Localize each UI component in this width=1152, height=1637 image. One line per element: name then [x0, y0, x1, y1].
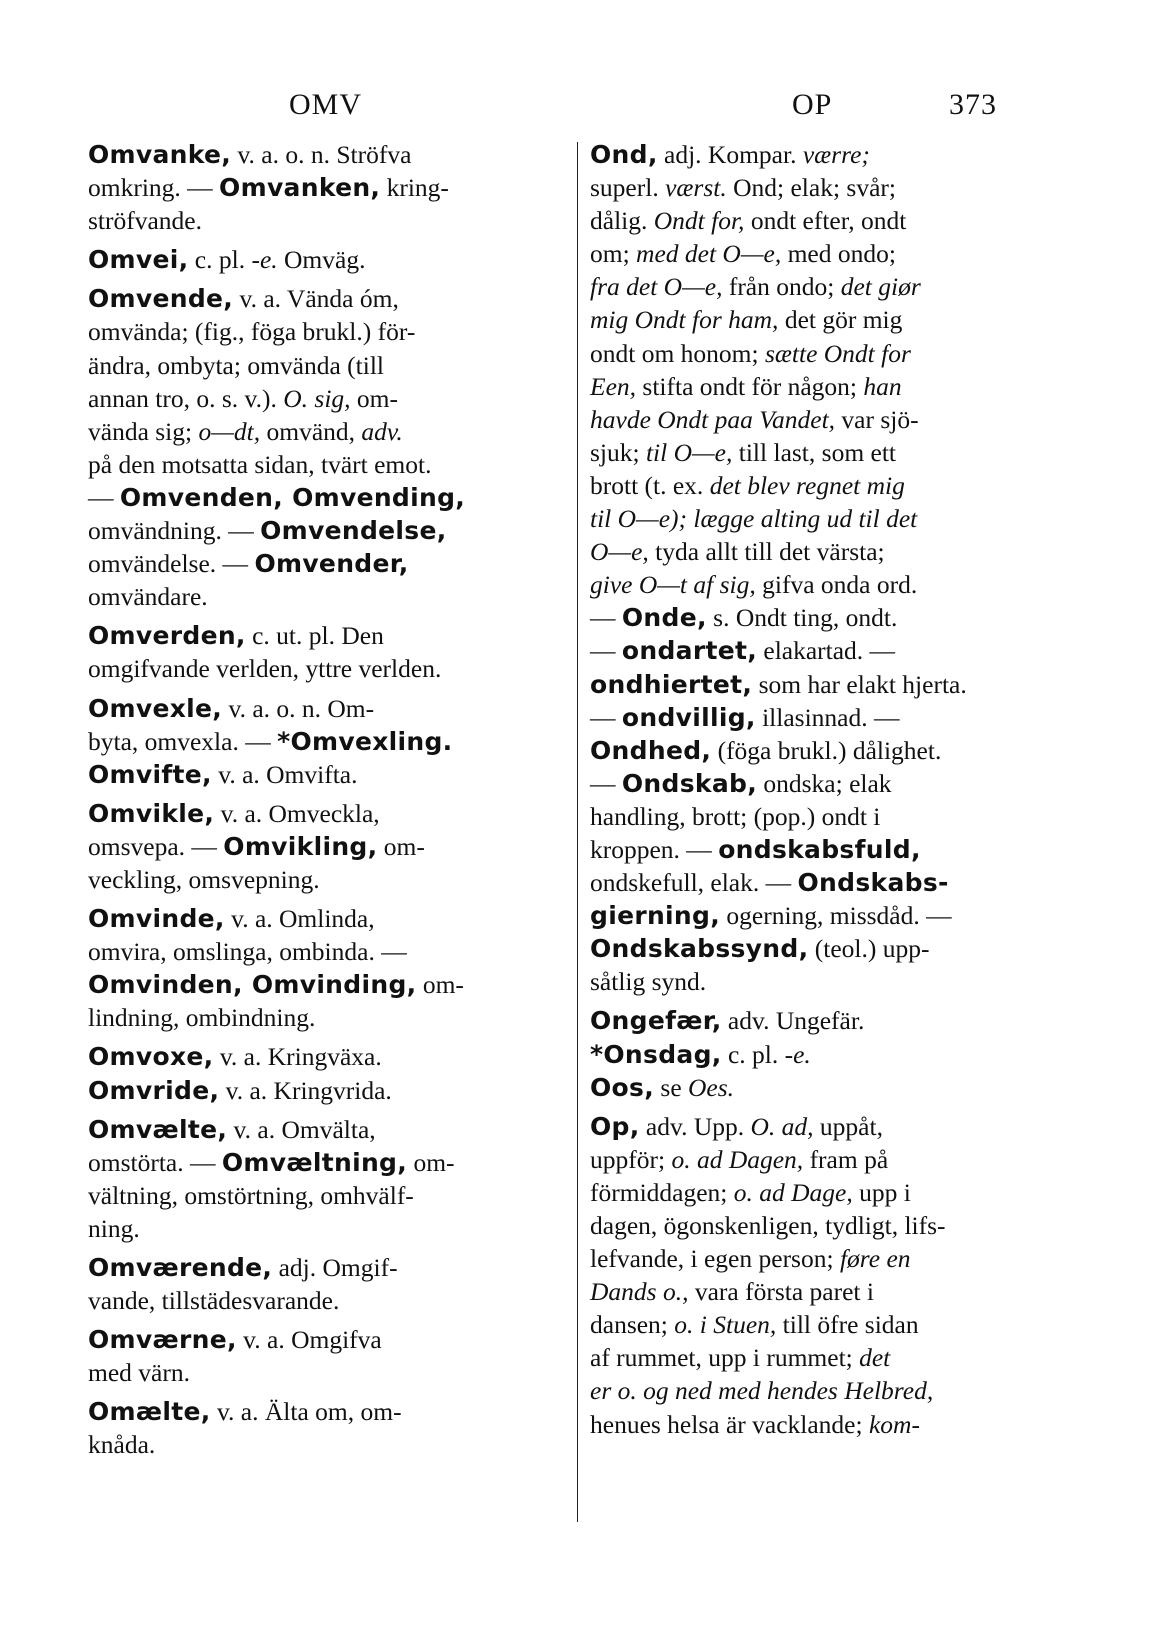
- entry-line: [590, 1242, 1066, 1275]
- entry-line: [590, 833, 1066, 866]
- example-phrase: mig Ondt for ham,: [590, 305, 779, 335]
- headword: Omvinden, Omvinding,: [88, 970, 417, 1000]
- entry-line: [88, 652, 566, 685]
- example-phrase: Dands o.,: [590, 1277, 689, 1307]
- definition-text: s. Ondt ting, ondt.: [706, 603, 898, 633]
- entry-line: [590, 734, 1066, 767]
- headword: Omvexle,: [88, 693, 223, 723]
- example-phrase: o. ad Dage,: [733, 1177, 853, 1207]
- example-phrase: værst.: [665, 173, 727, 203]
- definition-text: lindning, ombindning.: [88, 1003, 316, 1033]
- example-phrase: det giør: [840, 272, 921, 302]
- definition-text: ondt efter, ondt: [744, 206, 907, 236]
- definition-text: till last, som ett: [732, 437, 897, 467]
- dictionary-entry: [88, 1323, 566, 1389]
- example-phrase: med det O—e,: [636, 239, 782, 269]
- definition-text: henues helsa är vacklande;: [590, 1409, 869, 1439]
- definition-text: v. a. o. n. Ströfva: [231, 140, 412, 169]
- definition-text: sjuk;: [590, 437, 646, 467]
- definition-text: ning.: [88, 1213, 140, 1243]
- definition-text: kring-: [380, 173, 449, 203]
- entry-line: [590, 1209, 1066, 1242]
- entry-line: [88, 547, 566, 580]
- entry-line: [590, 634, 1066, 667]
- example-phrase: give O—t af sig,: [590, 570, 756, 600]
- entry-line: [590, 1038, 1066, 1071]
- entry-line: [88, 1395, 566, 1428]
- entry-line: [590, 668, 1066, 701]
- headword: ondvillig,: [621, 702, 756, 732]
- entry-line: [88, 514, 566, 547]
- definition-text: ondskefull, elak. —: [590, 868, 798, 898]
- entry-line: [88, 1074, 566, 1107]
- dictionary-entry: [88, 282, 566, 613]
- headword: Omvæltning,: [221, 1147, 408, 1177]
- headword: ondskabsfuld,: [718, 834, 921, 864]
- definition-text: stifta ondt för någon;: [636, 371, 864, 401]
- definition-text: det gör mig: [778, 305, 903, 335]
- entry-line: [88, 315, 566, 348]
- example-phrase: det: [859, 1343, 891, 1373]
- entry-line: [88, 481, 566, 514]
- entry-line: [88, 1040, 566, 1073]
- entry-line: [88, 968, 566, 1001]
- entry-line: [590, 1341, 1066, 1374]
- definition-text: ondska; elak: [757, 768, 892, 798]
- definition-text: vältning, omstörtning, omhvälf-: [88, 1180, 414, 1210]
- entry-line: [590, 403, 1066, 436]
- headword: Omælte,: [88, 1397, 211, 1427]
- definition-text: omstörta. —: [88, 1147, 222, 1177]
- definition-text: adv. Ungefär.: [721, 1006, 865, 1036]
- entry-line: [590, 270, 1066, 303]
- entry-line: [88, 830, 566, 863]
- example-phrase: O. sig,: [283, 383, 351, 413]
- entry-line: [88, 1284, 566, 1317]
- right-column: [590, 138, 1066, 1447]
- example-phrase: Een,: [590, 371, 637, 401]
- definition-text: uppåt,: [813, 1111, 883, 1141]
- definition-text: fram på: [803, 1144, 889, 1174]
- headword: *Onsdag,: [590, 1039, 722, 1069]
- definition-text: från ondo;: [722, 272, 841, 302]
- entry-line: [88, 243, 566, 276]
- entry-line: [88, 758, 566, 791]
- definition-text: —: [590, 702, 622, 732]
- definition-text: af rummet, upp i rummet;: [590, 1343, 860, 1373]
- entry-line: [590, 303, 1066, 336]
- entry-line: [590, 535, 1066, 568]
- headword: Op,: [590, 1111, 640, 1141]
- example-phrase: adv.: [361, 416, 403, 446]
- entry-line: [590, 932, 1066, 965]
- headword: *Omvexling.: [277, 726, 453, 756]
- example-phrase: værre;: [802, 140, 870, 169]
- dictionary-entry: [88, 692, 566, 791]
- entry-line: [590, 1374, 1066, 1407]
- definition-text: lefvande, i egen person;: [590, 1244, 840, 1274]
- entry-line: [590, 1308, 1066, 1341]
- entry-line: [590, 866, 1066, 899]
- entry-line: [88, 349, 566, 382]
- entry-line: [590, 701, 1066, 734]
- definition-text: Ond; elak; svår;: [726, 173, 896, 203]
- definition-text: v. a. Kringväxa.: [213, 1042, 382, 1072]
- definition-text: v. a. Älta om, om-: [210, 1397, 402, 1427]
- headword: Omværne,: [88, 1325, 237, 1355]
- definition-text: omvända; (fig., föga brukl.) för-: [88, 317, 416, 347]
- definition-text: som har elakt hjerta.: [752, 669, 967, 699]
- headword: Omvinde,: [88, 904, 225, 934]
- definition-text: ströfvande.: [88, 206, 203, 236]
- definition-text: om-: [350, 383, 398, 413]
- headword: Ondskabs-: [797, 868, 949, 898]
- entry-line: [590, 1408, 1066, 1441]
- definition-text: ondt om honom;: [590, 338, 765, 368]
- headword: Oos,: [590, 1072, 655, 1102]
- definition-text: adj. Kompar.: [657, 140, 803, 169]
- headword: Omvoxe,: [88, 1042, 214, 1072]
- definition-text: dansen;: [590, 1310, 675, 1340]
- column-divider: [577, 142, 578, 1522]
- example-phrase: han: [863, 371, 902, 401]
- dictionary-entry: [88, 1113, 566, 1245]
- dictionary-entry: [88, 619, 566, 685]
- definition-text: —: [590, 603, 622, 633]
- running-head-center: OP: [792, 88, 833, 121]
- entry-line: [88, 1323, 566, 1356]
- entry-line: [590, 204, 1066, 237]
- entry-line: [590, 1275, 1066, 1308]
- running-head-left: OMV: [289, 88, 363, 121]
- definition-text: byta, omvexla. —: [88, 726, 278, 756]
- definition-text: omkring. —: [88, 173, 220, 203]
- entry-line: [88, 1356, 566, 1389]
- example-phrase: sætte Ondt for: [764, 338, 911, 368]
- example-phrase: Oes.: [688, 1072, 735, 1102]
- definition-text: om-: [407, 1147, 455, 1177]
- dictionary-entry: [88, 138, 566, 237]
- headword: Ondskab,: [621, 768, 757, 798]
- headword: ondhiertet,: [590, 669, 753, 699]
- headword: Onde,: [621, 603, 707, 633]
- example-phrase: føre en: [839, 1244, 911, 1274]
- entry-line: [590, 337, 1066, 370]
- definition-text: om;: [590, 239, 637, 269]
- definition-text: c. pl.: [188, 245, 252, 275]
- entry-line: [590, 899, 1066, 932]
- definition-text: uppför;: [590, 1144, 672, 1174]
- entry-line: [88, 1428, 566, 1461]
- headword: Omvei,: [88, 245, 189, 275]
- dictionary-entry: [590, 1110, 1066, 1441]
- entry-line: [88, 619, 566, 652]
- definition-text: —: [590, 636, 622, 666]
- definition-text: c. pl.: [721, 1039, 785, 1069]
- entry-line: [590, 1143, 1066, 1176]
- entry-line: [88, 935, 566, 968]
- example-phrase: Ondt for,: [653, 206, 745, 236]
- definition-text: knåda.: [88, 1430, 156, 1460]
- entry-line: [590, 436, 1066, 469]
- definition-text: om-: [416, 970, 464, 1000]
- example-phrase: lægge alting ud til det: [693, 504, 918, 534]
- headword: Omvenden, Omvending,: [119, 482, 466, 512]
- definition-text: omvändelse. —: [88, 549, 255, 579]
- definition-text: brott (t. ex.: [590, 470, 710, 500]
- definition-text: (föga brukl.) dålighet.: [711, 735, 942, 765]
- headword: ondartet,: [621, 636, 757, 666]
- definition-text: omgifvande verlden, yttre verlden.: [88, 654, 442, 684]
- definition-text: se: [654, 1072, 689, 1102]
- definition-text: tyda allt till det värsta;: [648, 537, 885, 567]
- example-phrase: O—e,: [590, 537, 649, 567]
- example-phrase: o—dt,: [198, 416, 261, 446]
- headword: Omvifte,: [88, 759, 212, 789]
- entry-line: [88, 692, 566, 725]
- entry-line: [88, 448, 566, 481]
- definition-text: omvira, omslinga, ombinda. —: [88, 937, 407, 967]
- headword: Omvikle,: [88, 798, 215, 828]
- definition-text: c. ut. pl. Den: [245, 621, 384, 651]
- headword: Omværende,: [88, 1253, 273, 1282]
- entry-line: [88, 902, 566, 935]
- page-number: 373: [949, 88, 997, 121]
- entry-line: [88, 863, 566, 896]
- dictionary-entry: [88, 1395, 566, 1461]
- definition-text: var sjö-: [835, 404, 919, 434]
- definition-text: ogerning, missdåd. —: [720, 901, 952, 931]
- definition-text: v. a. Omveckla,: [214, 798, 380, 828]
- definition-text: kroppen. —: [590, 834, 719, 864]
- definition-text: såtlig synd.: [590, 967, 707, 997]
- definition-text: omsvepa. —: [88, 831, 224, 861]
- headword: Omverden,: [88, 621, 246, 651]
- entry-line: [590, 1071, 1066, 1104]
- definition-text: —: [590, 768, 622, 798]
- definition-text: Omväg.: [277, 245, 366, 275]
- entry-line: [590, 171, 1066, 204]
- definition-text: (teol.) upp-: [808, 934, 930, 964]
- entry-line: [590, 469, 1066, 502]
- headword: Ondhed,: [590, 735, 712, 765]
- definition-text: vande, tillstädesvarande.: [88, 1286, 340, 1316]
- definition-text: med värn.: [88, 1358, 190, 1388]
- headword: Omvanke,: [88, 140, 232, 169]
- entry-line: [88, 1179, 566, 1212]
- definition-text: v. a. Kringvrida.: [219, 1075, 392, 1105]
- definition-text: med ondo;: [781, 239, 896, 269]
- dictionary-entry: [590, 138, 1066, 998]
- definition-text: v. a. Omlinda,: [224, 904, 375, 934]
- definition-text: elakartad. —: [757, 636, 896, 666]
- entry-line: [590, 1176, 1066, 1209]
- dictionary-entry: [88, 1040, 566, 1106]
- example-phrase: til O—e);: [590, 504, 688, 534]
- definition-text: adj. Omgif-: [272, 1253, 398, 1282]
- example-phrase: o. i Stuen,: [674, 1310, 777, 1340]
- definition-text: dålig.: [590, 206, 654, 236]
- definition-text: v. a. Omgifva: [236, 1325, 382, 1355]
- headword: Omvender,: [254, 549, 409, 579]
- definition-text: omvänd,: [260, 416, 362, 446]
- definition-text: adv. Upp.: [639, 1111, 751, 1141]
- definition-text: till öfre sidan: [776, 1310, 919, 1340]
- example-phrase: til O—e,: [645, 437, 733, 467]
- entry-line: [88, 204, 566, 237]
- entry-line: [590, 601, 1066, 634]
- entry-line: [88, 1146, 566, 1179]
- dictionary-entry: [88, 243, 566, 276]
- definition-text: förmiddagen;: [590, 1177, 734, 1207]
- entry-line: [88, 415, 566, 448]
- definition-text: omvändare.: [88, 582, 208, 612]
- definition-text: omvändning. —: [88, 516, 261, 546]
- dictionary-entry: [590, 1004, 1066, 1103]
- definition-text: annan tro, o. s. v.).: [88, 383, 284, 413]
- example-phrase: havde Ondt paa Vandet,: [590, 404, 836, 434]
- definition-text: gifva onda ord.: [755, 570, 918, 600]
- dictionary-entry: [88, 1251, 566, 1317]
- definition-text: upp i: [852, 1177, 911, 1207]
- headword: Ondskabssynd,: [590, 934, 809, 964]
- example-phrase: -e.: [251, 245, 278, 275]
- example-phrase: o. ad Dagen,: [671, 1144, 804, 1174]
- definition-text: dagen, ögonskenligen, tydligt, lifs-: [590, 1211, 946, 1240]
- headword: Omvende,: [88, 284, 234, 314]
- entry-line: [88, 1001, 566, 1034]
- definition-text: veckling, omsvepning.: [88, 864, 320, 894]
- entry-line: [88, 580, 566, 613]
- entry-line: [88, 1251, 566, 1284]
- example-phrase: -e.: [784, 1039, 811, 1069]
- entry-line: [590, 370, 1066, 403]
- example-phrase: det blev regnet mig: [709, 470, 905, 500]
- headword: Ongefær,: [590, 1006, 722, 1036]
- definition-text: v. a. o. n. Om-: [222, 693, 375, 723]
- entry-line: [590, 237, 1066, 270]
- headword: Omvikling,: [223, 831, 378, 861]
- definition-text: v. a. Omvälta,: [227, 1114, 376, 1144]
- entry-line: [88, 725, 566, 758]
- definition-text: om-: [377, 831, 425, 861]
- entry-line: [88, 1212, 566, 1245]
- definition-text: handling, brott; (pop.) ondt i: [590, 801, 881, 831]
- entry-line: [590, 800, 1066, 833]
- entry-line: [590, 568, 1066, 601]
- definition-text: vara första paret i: [688, 1277, 874, 1307]
- headword: Omvendelse,: [260, 516, 447, 546]
- dictionary-entry: [88, 902, 566, 1034]
- headword: Omvælte,: [88, 1114, 228, 1144]
- headword: Omvanken,: [219, 173, 381, 203]
- example-phrase: O. ad,: [750, 1111, 814, 1141]
- definition-text: —: [88, 482, 120, 512]
- definition-text: superl.: [590, 173, 666, 203]
- entry-line: [88, 797, 566, 830]
- definition-text: v. a. Omvifta.: [211, 759, 358, 789]
- definition-text: v. a. Vända óm,: [233, 284, 399, 314]
- entry-line: [590, 767, 1066, 800]
- definition-text: vända sig;: [88, 416, 199, 446]
- headword: Omvride,: [88, 1075, 220, 1105]
- definition-text: ändra, ombyta; omvända (till: [88, 350, 385, 380]
- definition-text: på den motsatta sidan, tvärt emot.: [88, 449, 432, 479]
- dictionary-entry: [88, 797, 566, 896]
- entry-line: [590, 502, 1066, 535]
- entry-line: [590, 965, 1066, 998]
- entry-line: [590, 1004, 1066, 1037]
- example-phrase: er o. og ned med hendes Helbred,: [590, 1376, 934, 1406]
- entry-line: [590, 138, 1066, 171]
- left-column: [88, 138, 566, 1468]
- entry-line: [88, 1113, 566, 1146]
- entry-line: [88, 282, 566, 315]
- headword: gierning,: [590, 901, 721, 931]
- entry-line: [88, 171, 566, 204]
- example-phrase: kom-: [868, 1409, 920, 1439]
- entry-line: [590, 1110, 1066, 1143]
- entry-line: [88, 138, 566, 171]
- headword: Ond,: [590, 140, 658, 169]
- entry-line: [88, 382, 566, 415]
- example-phrase: fra det O—e,: [590, 272, 723, 302]
- definition-text: illasinnad. —: [755, 702, 900, 732]
